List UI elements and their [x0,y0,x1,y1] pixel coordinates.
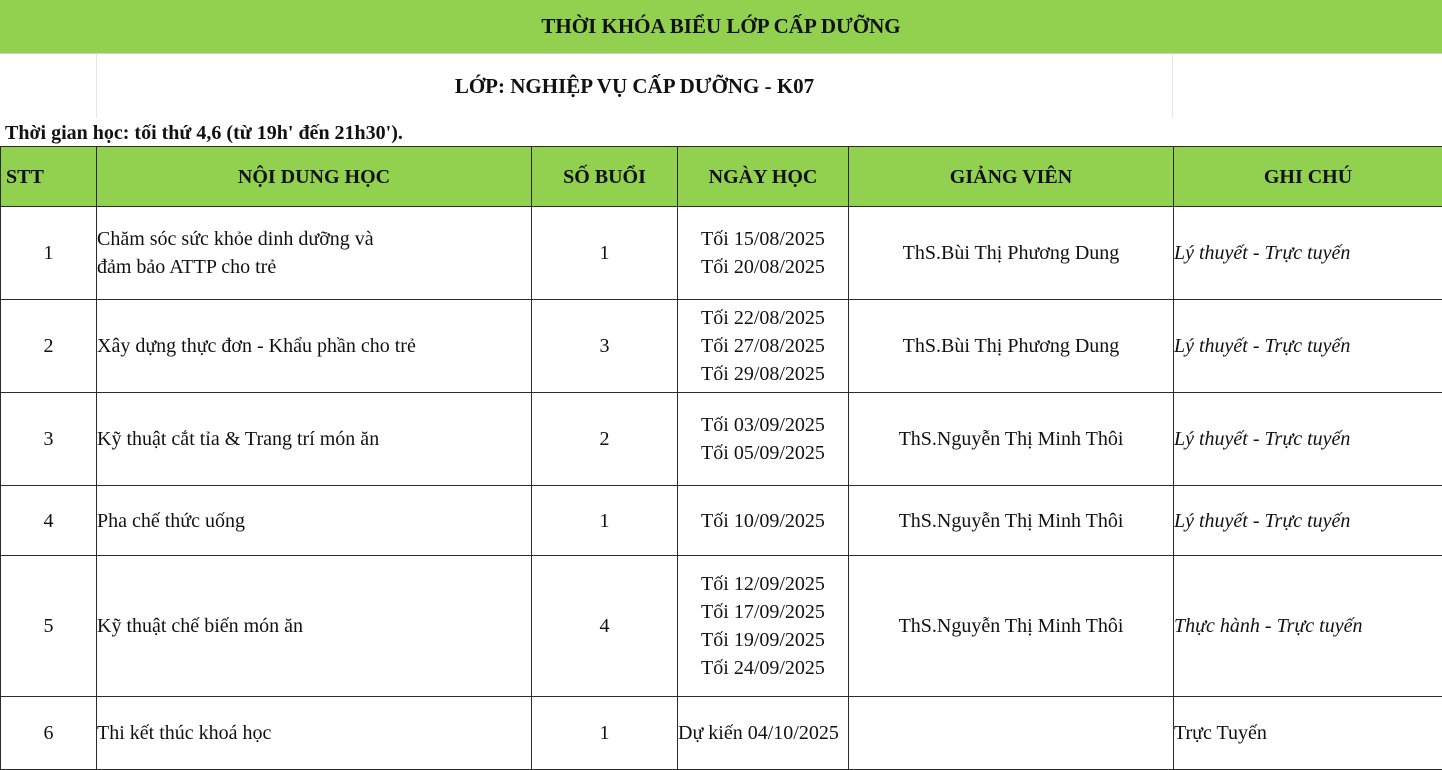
column-header-stt: STT [1,147,97,207]
stt-cell[interactable]: 2 [1,300,97,393]
gridline [1172,54,1173,118]
column-header-note: GHI CHÚ [1174,147,1442,207]
content-line: Pha chế thức uống [97,507,531,535]
date-line: Tối 15/08/2025 [678,225,848,253]
column-header-sessions: SỐ BUỔI [532,147,678,207]
date-line: Tối 12/09/2025 [678,570,848,598]
lecturer-cell[interactable]: ThS.Bùi Thị Phương Dung [849,207,1174,300]
date-line: Tối 24/09/2025 [678,654,848,682]
sessions-cell[interactable]: 1 [532,207,678,300]
lecturer-cell[interactable]: ThS.Nguyễn Thị Minh Thôi [849,393,1174,486]
content-cell[interactable] [97,486,532,556]
date-line: Tối 29/08/2025 [678,360,848,388]
date-line: Tối 20/08/2025 [678,253,848,281]
stt-cell[interactable]: 6 [1,697,97,770]
lecturer-cell[interactable]: ThS.Nguyễn Thị Minh Thôi [849,486,1174,556]
note-cell[interactable]: Lý thuyết - Trực tuyến [1174,300,1442,393]
table-row [1,207,1442,300]
content-line: đảm bảo ATTP cho trẻ [97,253,531,281]
dates-cell[interactable] [678,697,849,770]
content-line: Xây dựng thực đơn - Khẩu phần cho trẻ [97,332,531,360]
stt-cell[interactable]: 5 [1,556,97,697]
date-line: Dự kiến 04/10/2025 [678,719,848,747]
lecturer-cell[interactable]: ThS.Nguyễn Thị Minh Thôi [849,556,1174,697]
content-cell[interactable] [97,556,532,697]
date-line: Tối 10/09/2025 [678,507,848,535]
table-row [1,300,1442,393]
schedule-table [0,146,1442,770]
content-cell[interactable] [97,393,532,486]
dates-cell[interactable] [678,486,849,556]
content-line: Chăm sóc sức khỏe dinh dưỡng và [97,225,531,253]
table-row [1,556,1442,697]
table-header-row [1,147,1442,207]
sessions-cell[interactable]: 1 [532,486,678,556]
date-line: Tối 05/09/2025 [678,439,848,467]
column-header-content: NỘI DUNG HỌC [97,147,532,207]
stt-cell[interactable]: 4 [1,486,97,556]
stt-cell[interactable]: 1 [1,207,97,300]
content-line: Kỹ thuật cắt tỉa & Trang trí món ăn [97,425,531,453]
content-cell[interactable] [97,300,532,393]
dates-cell[interactable] [678,207,849,300]
content-cell[interactable] [97,697,532,770]
column-header-dates: NGÀY HỌC [678,147,849,207]
date-line: Tối 03/09/2025 [678,411,848,439]
date-line: Tối 22/08/2025 [678,304,848,332]
sheet-title: THỜI KHÓA BIỂU LỚP CẤP DƯỠNG [0,0,1442,54]
note-cell[interactable]: Trực Tuyến [1174,697,1442,770]
content-line: Thi kết thúc khoá học [97,719,531,747]
lecturer-cell[interactable] [849,697,1174,770]
dates-cell[interactable] [678,300,849,393]
class-name-row [0,54,1442,118]
dates-cell[interactable] [678,556,849,697]
content-cell[interactable] [97,207,532,300]
note-cell[interactable]: Thực hành - Trực tuyến [1174,556,1442,697]
table-row [1,486,1442,556]
date-line: Tối 27/08/2025 [678,332,848,360]
sessions-cell[interactable]: 4 [532,556,678,697]
note-cell[interactable]: Lý thuyết - Trực tuyến [1174,207,1442,300]
note-cell[interactable]: Lý thuyết - Trực tuyến [1174,486,1442,556]
date-line: Tối 19/09/2025 [678,626,848,654]
class-name: LỚP: NGHIỆP VỤ CẤP DƯỠNG - K07 [97,54,1172,118]
content-line: Kỹ thuật chế biến món ăn [97,612,531,640]
stt-cell[interactable]: 3 [1,393,97,486]
table-row [1,393,1442,486]
table-row [1,697,1442,770]
lecturer-cell[interactable]: ThS.Bùi Thị Phương Dung [849,300,1174,393]
note-cell[interactable]: Lý thuyết - Trực tuyến [1174,393,1442,486]
sessions-cell[interactable]: 1 [532,697,678,770]
date-line: Tối 17/09/2025 [678,598,848,626]
dates-cell[interactable] [678,393,849,486]
study-time-note: Thời gian học: tối thứ 4,6 (từ 19h' đến 21h30'). [5,120,403,146]
sessions-cell[interactable]: 2 [532,393,678,486]
column-header-lecturer: GIẢNG VIÊN [849,147,1174,207]
sessions-cell[interactable]: 3 [532,300,678,393]
